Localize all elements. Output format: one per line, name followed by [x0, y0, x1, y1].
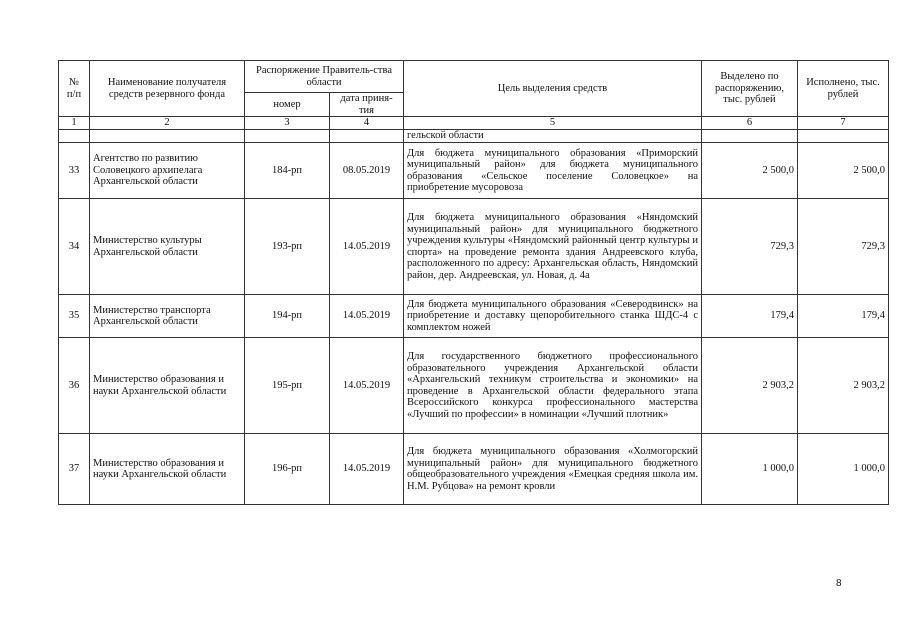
column-number: 2 — [90, 117, 245, 130]
order-date-cell: 14.05.2019 — [330, 434, 404, 505]
executed-cell: 2 903,2 — [798, 338, 889, 434]
column-number-row — [59, 117, 889, 130]
header-row-1 — [59, 61, 889, 93]
table-row — [59, 338, 889, 434]
order-number-cell: 195-рп — [245, 338, 330, 434]
row-number: 33 — [59, 143, 90, 199]
header-order: Распоряжение Правитель-ства области — [245, 61, 404, 93]
order-number-cell: 194-рп — [245, 295, 330, 338]
purpose-cell: Для государственного бюджетного профессионального образовательного учреждения Архангельской области «Архангельский техникум строительства и экономики» на проведение в Архангельской области федерального этапа Всероссийского конкурса профессионального мастерства «Лучший по профессии» в номинации «Лучший плотник» — [404, 338, 702, 434]
recipient-cell: Министерство образования и науки Архангельской области — [90, 434, 245, 505]
page-number: 8 — [836, 578, 842, 589]
reserve-fund-table — [58, 60, 889, 505]
purpose-cell: Для бюджета муниципального образования «Северодвинск» на приобретение и доставку щепоробительного станка ШДС-4 с комплектом ножей — [404, 295, 702, 338]
table-row — [59, 434, 889, 505]
recipient-cell: Министерство транспорта Архангельской области — [90, 295, 245, 338]
purpose-cell: Для бюджета муниципального образования «Холмогорский муниципальный район» для муниципального бюджетного общеобразовательного учреждения «Емецкая средняя школа им. Н.М. Рубцова» на ремонт кровли — [404, 434, 702, 505]
purpose-cell: Для бюджета муниципального образования «Няндомский муниципальный район» для муниципального бюджетного учреждения культуры «Няндомский районный центр культуры и спорта» на проведение ремонта здания Андреевского клуба, расположенного по адресу: Архангельская область, Няндомский район, дер. Андреевская, ул. Новая, д. 4а — [404, 199, 702, 295]
continuation-row — [59, 130, 889, 143]
table-row — [59, 199, 889, 295]
header-number: № п/п — [59, 61, 90, 117]
row-number: 37 — [59, 434, 90, 505]
column-number: 3 — [245, 117, 330, 130]
column-number: 6 — [702, 117, 798, 130]
allocated-cell: 1 000,0 — [702, 434, 798, 505]
order-date-cell: 14.05.2019 — [330, 295, 404, 338]
header-order-date: дата приня-тия — [330, 93, 404, 117]
allocated-cell: 729,3 — [702, 199, 798, 295]
column-number: 4 — [330, 117, 404, 130]
header-allocated: Выделено по распоряжению, тыс. рублей — [702, 61, 798, 117]
table-row — [59, 143, 889, 199]
row-number: 36 — [59, 338, 90, 434]
purpose-cell: Для бюджета муниципального образования «Приморский муниципальный район» для бюджета муниципального образования «Сельское поселение Соловецкое» на приобретение мусоровоза — [404, 143, 702, 199]
column-number: 7 — [798, 117, 889, 130]
order-number-cell: 196-рп — [245, 434, 330, 505]
order-date-cell: 08.05.2019 — [330, 143, 404, 199]
executed-cell: 729,3 — [798, 199, 889, 295]
header-purpose: Цель выделения средств — [404, 61, 702, 117]
column-number: 5 — [404, 117, 702, 130]
allocated-cell: 179,4 — [702, 295, 798, 338]
header-recipient: Наименование получателя средств резервного фонда — [90, 61, 245, 117]
executed-cell: 1 000,0 — [798, 434, 889, 505]
row-number: 35 — [59, 295, 90, 338]
allocated-cell: 2 500,0 — [702, 143, 798, 199]
order-date-cell: 14.05.2019 — [330, 338, 404, 434]
recipient-cell: Агентство по развитию Соловецкого архипелага Архангельской области — [90, 143, 245, 199]
allocated-cell: 2 903,2 — [702, 338, 798, 434]
order-number-cell: 184-рп — [245, 143, 330, 199]
executed-cell: 179,4 — [798, 295, 889, 338]
table-row — [59, 295, 889, 338]
header-order-number: номер — [245, 93, 330, 117]
row-number: 34 — [59, 199, 90, 295]
order-number-cell: 193-рп — [245, 199, 330, 295]
header-executed: Исполнено, тыс. рублей — [798, 61, 889, 117]
column-number: 1 — [59, 117, 90, 130]
recipient-cell: Министерство культуры Архангельской области — [90, 199, 245, 295]
executed-cell: 2 500,0 — [798, 143, 889, 199]
continuation-text: гельской области — [404, 130, 702, 143]
order-date-cell: 14.05.2019 — [330, 199, 404, 295]
recipient-cell: Министерство образования и науки Архангельской области — [90, 338, 245, 434]
